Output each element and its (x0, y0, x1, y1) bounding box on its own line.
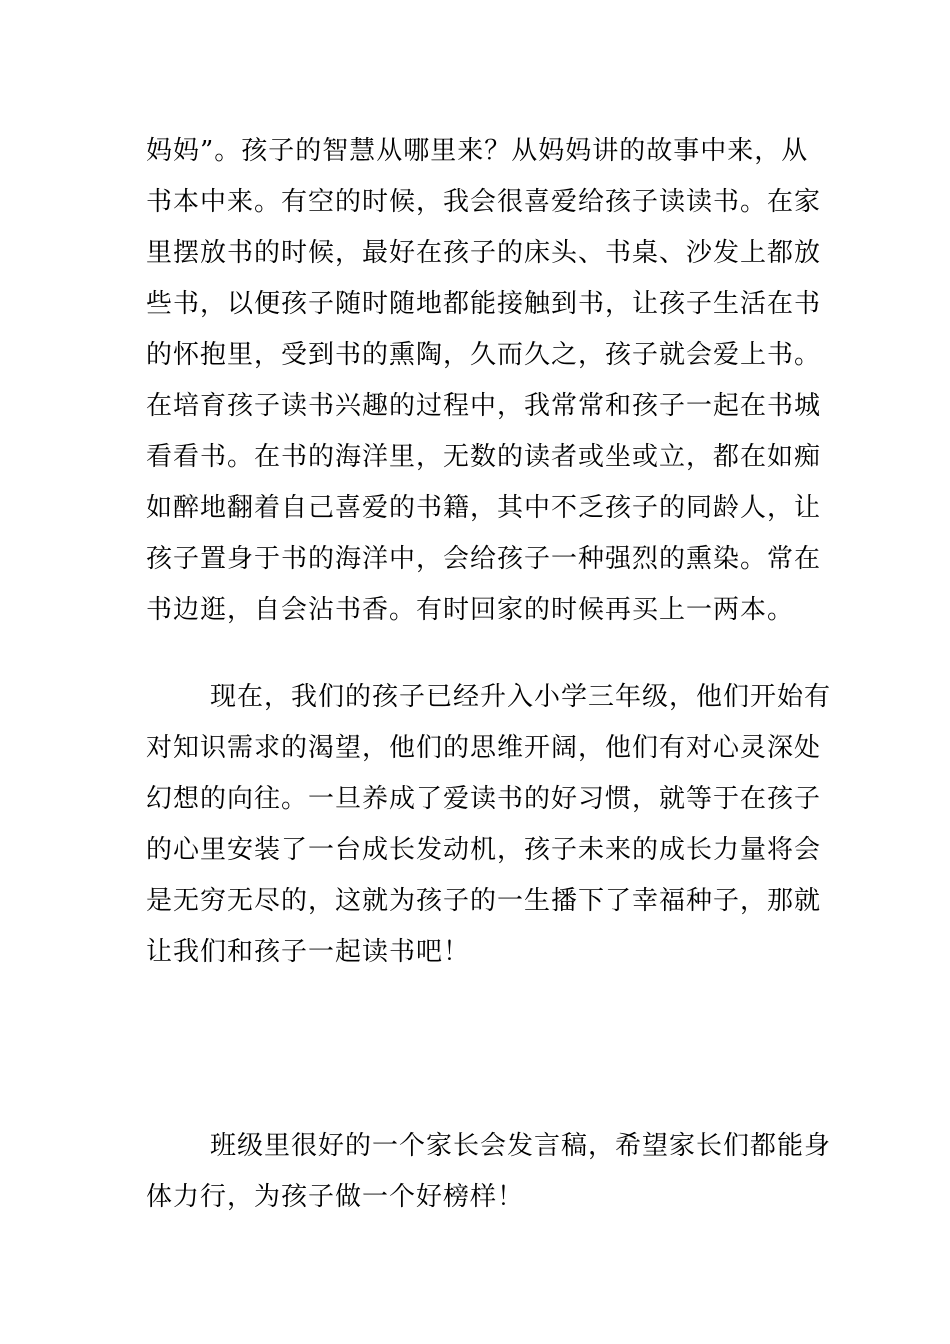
text-line: 的心里安装了一台成长发动机，孩子未来的成长力量将会 (146, 835, 822, 865)
text-line: 的怀抱里，受到书的熏陶，久而久之，孩子就会爱上书。 (146, 340, 822, 370)
text-line: 是无穷无尽的，这就为孩子的一生播下了幸福种子，那就 (146, 886, 822, 916)
text-line: 如醉地翻着自己喜爱的书籍，其中不乏孩子的同龄人，让 (146, 493, 822, 523)
text-line: 幻想的向往。一旦养成了爱读书的好习惯，就等于在孩子 (146, 784, 822, 814)
paragraph-grade-three (146, 672, 832, 978)
text-line: 班级里很好的一个家长会发言稿，希望家长们都能身 (210, 1131, 832, 1161)
text-line: 对知识需求的渴望，他们的思维开阔，他们有对心灵深处 (146, 733, 822, 763)
text-line: 在培育孩子读书兴趣的过程中，我常常和孩子一起在书城 (146, 391, 822, 421)
text-line: 书边逛，自会沾书香。有时回家的时候再买上一两本。 (146, 595, 795, 625)
text-line: 看看书。在书的海洋里，无数的读者或坐或立，都在如痴 (146, 442, 822, 472)
paragraph-closing-note (146, 1121, 832, 1223)
text-line: 孩子置身于书的海洋中，会给孩子一种强烈的熏染。常在 (146, 544, 822, 574)
text-line: 让我们和孩子一起读书吧！ (146, 937, 471, 967)
text-line: 里摆放书的时候，最好在孩子的床头、书桌、沙发上都放 (146, 238, 822, 268)
text-line: 妈妈”。孩子的智慧从哪里来？从妈妈讲的故事中来，从 (146, 136, 809, 166)
text-line: 体力行，为孩子做一个好榜样！ (146, 1182, 525, 1212)
paragraph-reading-habits (146, 126, 822, 636)
text-line: 现在，我们的孩子已经升入小学三年级，他们开始有 (210, 682, 832, 712)
text-line: 些书，以便孩子随时随地都能接触到书，让孩子生活在书 (146, 289, 822, 319)
text-line: 书本中来。有空的时候，我会很喜爱给孩子读读书。在家 (146, 187, 822, 217)
